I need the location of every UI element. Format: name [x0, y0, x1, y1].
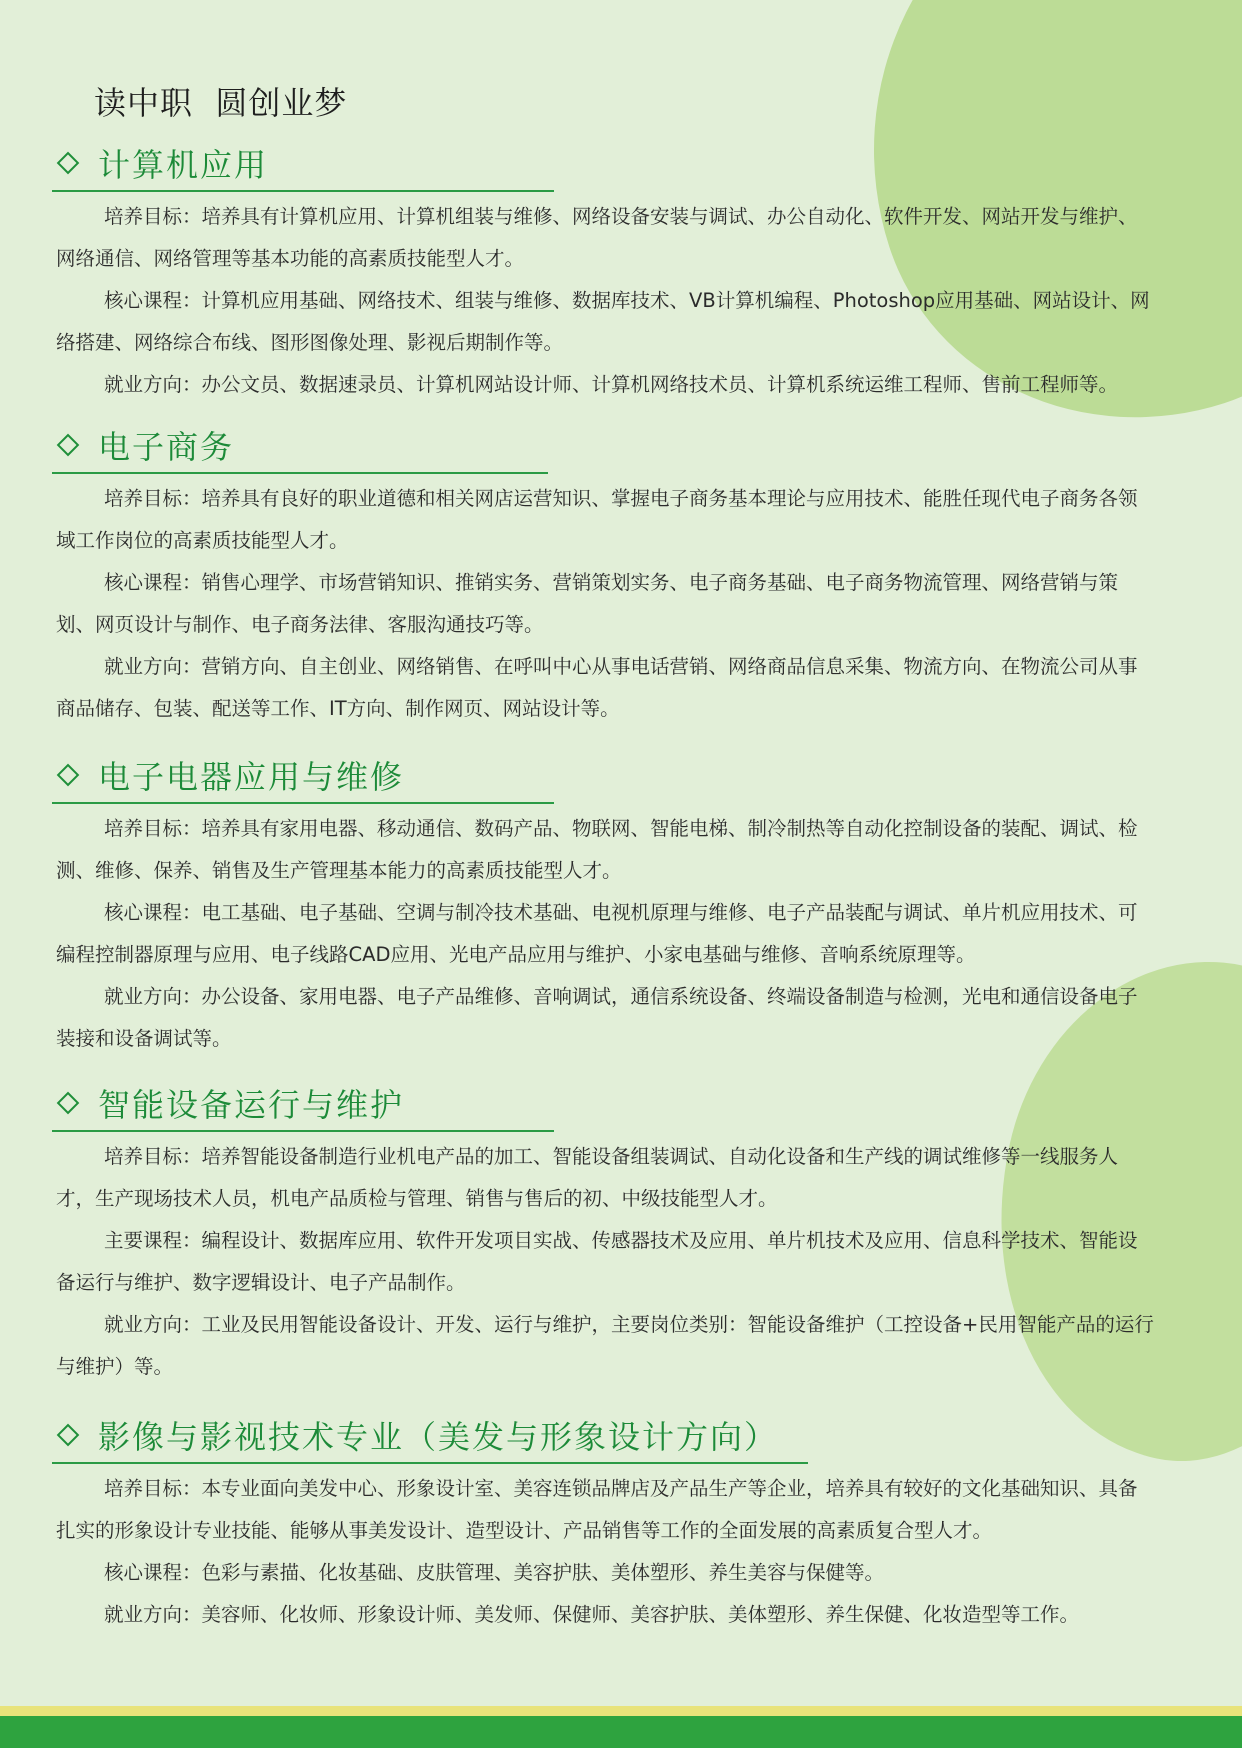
page-title: 读中职 圆创业梦 — [94, 84, 348, 122]
paragraph-goal: 培养目标：本专业面向美发中心、形象设计室、美容连锁品牌店及产品生产等企业，培养具有较好的文化基础知识、具备扎实的形象设计专业技能、能够从事美发设计、造型设计、产品销售等工作的全面发展的高素质复合型人才。 — [56, 1477, 1138, 1542]
paragraph-career: 就业方向：营销方向、自主创业、网络销售、在呼叫中心从事电话营销、网络商品信息采集、物流方向、在物流公司从事商品储存、包装、配送等工作、IT方向、制作网页、网站设计等。 — [56, 655, 1138, 720]
section-title: 影像与影视技术专业（美发与形象设计方向） — [98, 1418, 779, 1456]
diamond-outline-icon — [57, 152, 80, 175]
section-underline — [52, 472, 548, 474]
paragraph-career: 就业方向：美容师、化妆师、形象设计师、美发师、保健师、美容护肤、美体塑形、养生保健、化妆造型等工作。 — [104, 1603, 1080, 1626]
diamond-outline-icon — [57, 434, 80, 457]
paragraph-career: 就业方向：办公文员、数据速录员、计算机网站设计师、计算机网络技术员、计算机系统运维工程师、售前工程师等。 — [104, 373, 1119, 396]
section-heading — [56, 1080, 404, 1126]
footer-stripe-green — [0, 1716, 1242, 1748]
paragraph-goal: 培养目标：培养具有良好的职业道德和相关网店运营知识、掌握电子商务基本理论与应用技术、能胜任现代电子商务各领域工作岗位的高素质技能型人才。 — [56, 487, 1138, 552]
section-heading — [56, 422, 234, 468]
footer-stripe-yellow — [0, 1706, 1242, 1716]
paragraph-courses: 核心课程：电工基础、电子基础、空调与制冷技术基础、电视机原理与维修、电子产品装配与调试、单片机应用技术、可编程控制器原理与应用、电子线路CAD应用、光电产品应用与维护、小家电基础与维修、音响系统原理等。 — [56, 901, 1138, 966]
section-title: 智能设备运行与维护 — [98, 1086, 405, 1124]
section-title: 电子电器应用与维修 — [98, 758, 405, 796]
paragraph-goal: 培养目标：培养智能设备制造行业机电产品的加工、智能设备组装调试、自动化设备和生产线的调试维修等一线服务人才，生产现场技术人员，机电产品质检与管理、销售与售后的初、中级技能型人才。 — [56, 1145, 1119, 1210]
section-title: 电子商务 — [98, 428, 235, 466]
section-title: 计算机应用 — [98, 146, 269, 184]
section-underline — [52, 1130, 554, 1132]
section-heading — [56, 1412, 778, 1458]
paragraph-courses: 核心课程：销售心理学、市场营销知识、推销实务、营销策划实务、电子商务基础、电子商务物流管理、网络营销与策划、网页设计与制作、电子商务法律、客服沟通技巧等。 — [56, 571, 1119, 636]
paragraph-courses: 核心课程：色彩与素描、化妆基础、皮肤管理、美容护肤、美体塑形、养生美容与保健等。 — [104, 1561, 885, 1584]
section-underline — [52, 802, 554, 804]
diamond-outline-icon — [57, 1424, 80, 1447]
paragraph-courses: 核心课程：计算机应用基础、网络技术、组装与维修、数据库技术、VB计算机编程、Photoshop应用基础、网站设计、网络搭建、网络综合布线、图形图像处理、影视后期制作等。 — [56, 289, 1150, 354]
diamond-outline-icon — [57, 764, 80, 787]
paragraph-courses: 主要课程：编程设计、数据库应用、软件开发项目实战、传感器技术及应用、单片机技术及应用、信息科学技术、智能设备运行与维护、数字逻辑设计、电子产品制作。 — [56, 1229, 1138, 1294]
section-heading — [56, 140, 268, 186]
paragraph-career: 就业方向：办公设备、家用电器、电子产品维修、音响调试，通信系统设备、终端设备制造与检测，光电和通信设备电子装接和设备调试等。 — [56, 985, 1138, 1050]
section-underline — [52, 190, 554, 192]
diamond-outline-icon — [57, 1092, 80, 1115]
section-heading — [56, 752, 404, 798]
paragraph-goal: 培养目标：培养具有家用电器、移动通信、数码产品、物联网、智能电梯、制冷制热等自动化控制设备的装配、调试、检测、维修、保养、销售及生产管理基本能力的高素质技能型人才。 — [56, 817, 1138, 882]
paragraph-goal: 培养目标：培养具有计算机应用、计算机组装与维修、网络设备安装与调试、办公自动化、软件开发、网站开发与维护、网络通信、网络管理等基本功能的高素质技能型人才。 — [56, 205, 1138, 270]
paragraph-career: 就业方向：工业及民用智能设备设计、开发、运行与维护，主要岗位类别：智能设备维护（工控设备+民用智能产品的运行与维护）等。 — [56, 1313, 1154, 1378]
section-underline — [52, 1462, 808, 1464]
